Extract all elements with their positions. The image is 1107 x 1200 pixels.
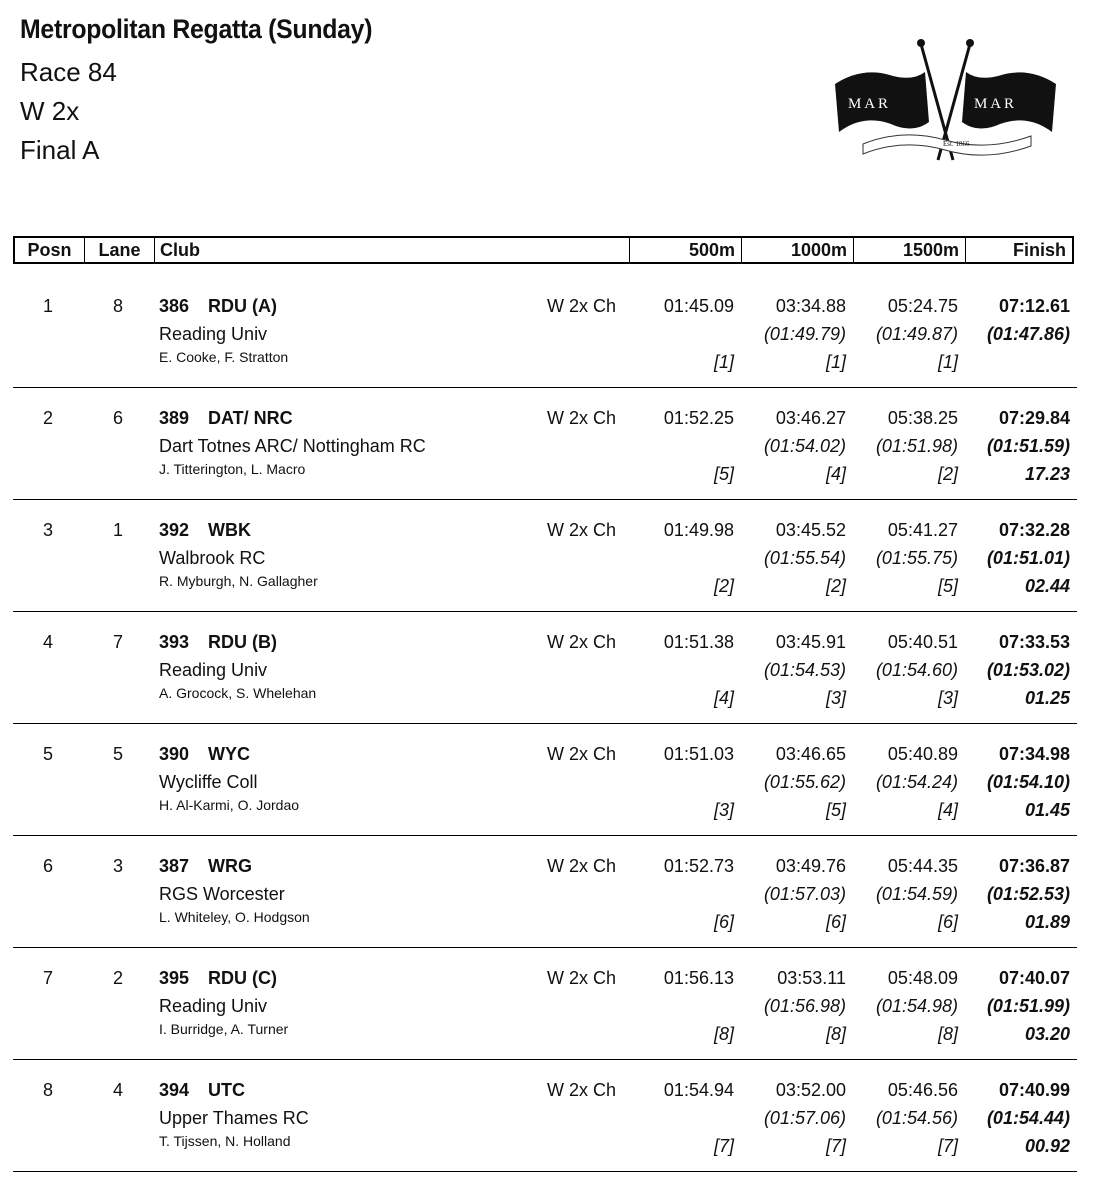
rank-1000m: [7] [825,1136,846,1156]
crew-names: R. Myburgh, N. Gallagher [159,573,318,589]
bow-number: 387 [159,856,190,876]
time-500m: 01:45.09 [663,296,734,316]
margin: 01.25 [1024,688,1070,708]
lane: 7 [112,632,123,652]
time-1500m: 05:46.56 [887,1080,958,1100]
rank-1500m: [7] [937,1136,958,1156]
column-1500m: 1500m [854,238,966,262]
time-finish: 07:40.07 [998,968,1070,988]
time-500m: 01:52.73 [663,856,734,876]
margin: 17.23 [1024,464,1070,484]
logo-established: Est. 1866 [943,140,970,148]
crew-code: WYC [208,744,250,764]
crew-code: RDU (B) [208,632,277,652]
time-500m: 01:51.38 [663,632,734,652]
lane: 6 [112,408,123,428]
crew-code: WBK [208,520,251,540]
lane: 4 [112,1080,123,1100]
club-name: Walbrook RC [159,548,266,568]
rank-1500m: [5] [937,576,958,596]
club-name: Reading Univ [159,996,268,1016]
event-category: W 2x Ch [547,744,617,764]
split-1000m: (01:55.54) [763,548,846,568]
time-finish: 07:29.84 [998,408,1070,428]
time-500m: 01:54.94 [663,1080,734,1100]
logo-right-text: M A R [974,96,1015,112]
split-finish: (01:47.86) [986,324,1070,344]
margin: 03.20 [1024,1024,1070,1044]
lane: 8 [112,296,123,316]
rank-500m: [2] [713,576,734,596]
split-1500m: (01:54.60) [875,660,958,680]
result-row [13,500,1077,612]
time-500m: 01:52.25 [663,408,734,428]
time-finish: 07:36.87 [998,856,1070,876]
time-1000m: 03:52.00 [775,1080,846,1100]
result-row [13,836,1077,948]
time-1500m: 05:48.09 [887,968,958,988]
time-500m: 01:49.98 [663,520,734,540]
time-1000m: 03:45.52 [775,520,846,540]
crew-code: RDU (A) [208,296,277,316]
crew-code: DAT/ NRC [208,408,293,428]
column-finish: Finish [1013,240,1066,260]
split-1000m: (01:56.98) [763,996,846,1016]
rank-1000m: [6] [825,912,846,932]
crew-names: E. Cooke, F. Stratton [159,349,289,365]
column-lane: Lane [85,238,155,262]
split-1000m: (01:55.62) [763,772,846,792]
club-name: RGS Worcester [159,884,285,904]
split-finish: (01:52.53) [986,884,1070,904]
bow-number: 389 [159,408,190,428]
rank-500m: [3] [713,800,734,820]
event-category: W 2x Ch [547,520,617,540]
club-name: Reading Univ [159,660,268,680]
time-finish: 07:33.53 [998,632,1070,652]
rank-1500m: [2] [937,464,958,484]
split-finish: (01:51.01) [986,548,1070,568]
crew-code: UTC [208,1080,245,1100]
split-1500m: (01:54.59) [875,884,958,904]
time-1500m: 05:38.25 [887,408,958,428]
column-posn: Posn [15,238,85,262]
club-name: Upper Thames RC [159,1108,309,1128]
bow-number: 393 [159,632,190,652]
rank-1000m: [5] [825,800,846,820]
event-category: W 2x Ch [547,632,617,652]
result-row [13,388,1077,500]
margin: 00.92 [1024,1136,1070,1156]
page-title: Metropolitan Regatta (Sunday) [20,14,373,44]
rank-1500m: [3] [937,688,958,708]
column-1000m: 1000m [742,238,854,262]
result-row [13,1060,1077,1172]
time-1000m: 03:45.91 [775,632,846,652]
result-row [13,724,1077,836]
time-1000m: 03:46.27 [775,408,846,428]
time-1500m: 05:24.75 [887,296,958,316]
lane: 5 [112,744,123,764]
result-row [13,948,1077,1060]
lane: 2 [112,968,123,988]
position: 4 [42,632,53,652]
rank-1500m: [1] [937,352,958,372]
split-1500m: (01:54.56) [875,1108,958,1128]
time-500m: 01:51.03 [663,744,734,764]
time-1500m: 05:40.89 [887,744,958,764]
time-1500m: 05:41.27 [887,520,958,540]
time-finish: 07:12.61 [998,296,1070,316]
margin: 02.44 [1024,576,1070,596]
split-1500m: (01:54.98) [875,996,958,1016]
position: 1 [42,296,53,316]
crew-code: RDU (C) [208,968,277,988]
rank-500m: [1] [713,352,734,372]
race-stage: Final A [20,135,100,165]
time-finish: 07:40.99 [998,1080,1070,1100]
club-name: Wycliffe Coll [159,772,258,792]
club-name: Dart Totnes ARC/ Nottingham RC [159,436,426,456]
event-category: W 2x Ch [547,296,617,316]
bow-number: 394 [159,1080,190,1100]
time-1500m: 05:44.35 [887,856,958,876]
regatta-logo [833,36,1058,164]
event-category: W 2x Ch [547,408,617,428]
bow-number: 390 [159,744,190,764]
split-finish: (01:51.59) [986,436,1070,456]
logo-left-text: M A R [848,96,889,112]
crew-names: I. Burridge, A. Turner [159,1021,289,1037]
time-1000m: 03:53.11 [777,968,846,988]
club-name: Reading Univ [159,324,268,344]
event-category: W 2x Ch [547,1080,617,1100]
crew-names: A. Grocock, S. Whelehan [159,685,317,701]
rank-500m: [6] [713,912,734,932]
rank-500m: [8] [713,1024,734,1044]
split-1500m: (01:51.98) [875,436,958,456]
time-1000m: 03:46.65 [775,744,846,764]
result-row [13,612,1077,724]
crew-names: L. Whiteley, O. Hodgson [159,909,310,925]
rank-500m: [5] [713,464,734,484]
margin: 01.45 [1024,800,1070,820]
rank-1500m: [8] [937,1024,958,1044]
title-block [20,14,403,170]
split-1000m: (01:57.06) [763,1108,846,1128]
margin: 01.89 [1024,912,1070,932]
split-1500m: (01:49.87) [875,324,958,344]
results-list [13,276,1077,1172]
time-1000m: 03:49.76 [775,856,846,876]
rank-1000m: [8] [825,1024,846,1044]
column-club: Club [155,238,630,262]
rank-1500m: [4] [937,800,958,820]
time-500m: 01:56.13 [663,968,734,988]
results-header [13,236,1074,264]
lane: 3 [112,856,123,876]
rank-1000m: [2] [825,576,846,596]
time-finish: 07:34.98 [998,744,1070,764]
split-1000m: (01:57.03) [763,884,846,904]
crew-names: T. Tijssen, N. Holland [159,1133,291,1149]
time-1500m: 05:40.51 [887,632,958,652]
split-finish: (01:51.99) [986,996,1070,1016]
time-finish: 07:32.28 [998,520,1070,540]
bow-number: 392 [159,520,190,540]
rank-1500m: [6] [937,912,958,932]
result-row [13,276,1077,388]
rank-1000m: [4] [825,464,846,484]
lane: 1 [112,520,123,540]
split-finish: (01:53.02) [986,660,1070,680]
rank-1000m: [3] [825,688,846,708]
rank-500m: [4] [713,688,734,708]
event-category: W 2x Ch [547,856,617,876]
column-500m: 500m [630,238,742,262]
position: 3 [42,520,53,540]
race-number: Race 84 [20,57,117,87]
crew-names: H. Al-Karmi, O. Jordao [159,797,300,813]
split-1000m: (01:49.79) [763,324,846,344]
event-category: W 2x Ch [547,968,617,988]
bow-number: 386 [159,296,190,316]
time-1000m: 03:34.88 [775,296,846,316]
position: 5 [42,744,53,764]
crew-names: J. Titterington, L. Macro [159,461,306,477]
rank-1000m: [1] [825,352,846,372]
position: 8 [42,1080,53,1100]
position: 7 [42,968,53,988]
event-name: W 2x [20,96,80,126]
split-finish: (01:54.44) [986,1108,1070,1128]
split-1000m: (01:54.53) [763,660,846,680]
position: 6 [42,856,53,876]
split-1500m: (01:55.75) [875,548,958,568]
rank-500m: [7] [713,1136,734,1156]
bow-number: 395 [159,968,190,988]
split-1500m: (01:54.24) [875,772,958,792]
split-finish: (01:54.10) [986,772,1070,792]
crew-code: WRG [208,856,252,876]
position: 2 [42,408,53,428]
split-1000m: (01:54.02) [763,436,846,456]
